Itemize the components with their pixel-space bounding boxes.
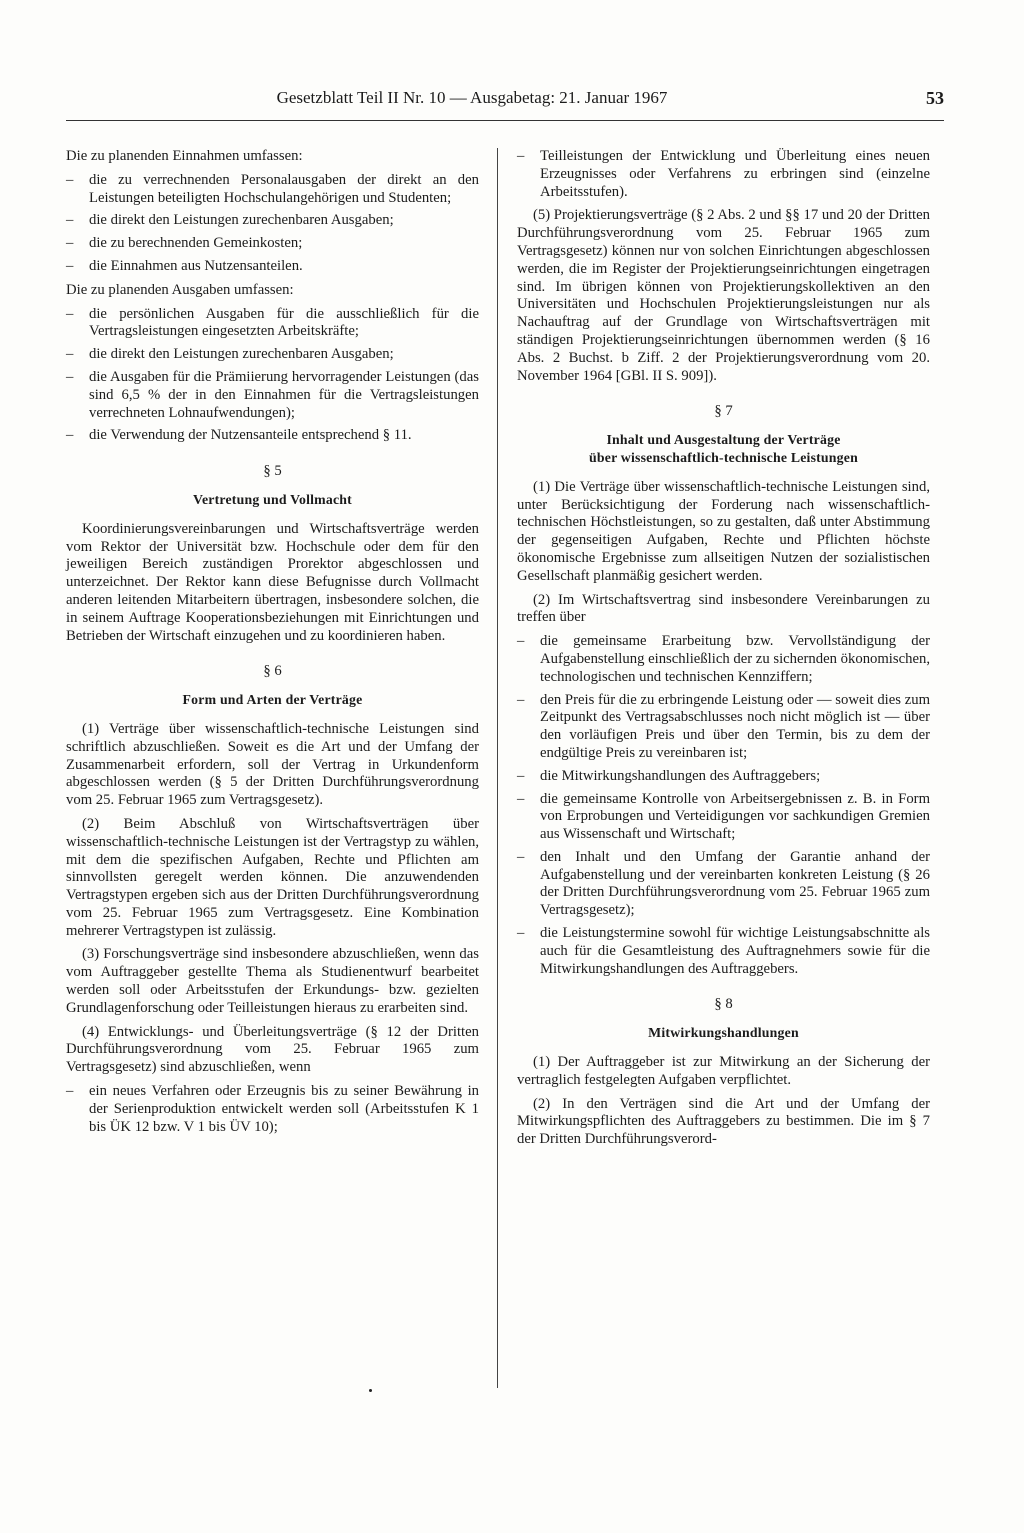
header-rule — [66, 120, 944, 121]
income-list — [66, 172, 479, 276]
section-8-paragraph-2: (2) In den Verträgen sind die Art und der Umfang der Mitwirkungspflichten des Auftraggebers zu bestimmen. Die im § 7 der Dritten Durchführungsverord- — [517, 1095, 930, 1148]
page-number: 53 — [926, 88, 944, 108]
list-item: – die Verwendung der Nutzensanteile entsprechend § 11. — [66, 427, 479, 445]
section-5-title: Vertretung und Vollmacht — [193, 491, 352, 507]
right-column — [517, 148, 930, 1155]
expenses-intro: Die zu planenden Ausgaben umfassen: — [66, 281, 294, 298]
list-item: – die gemeinsame Erarbeitung bzw. Vervollständigung der Aufgabenstellung einschließlich der zu sichernden ökonomischen, technologischen und technischen Kennziffern; — [517, 633, 930, 686]
print-speck — [369, 1389, 372, 1392]
income-intro: Die zu planenden Einnahmen umfassen: — [66, 148, 303, 164]
section-5-number: § 5 — [263, 463, 282, 480]
list-item: – die direkt den Leistungen zurechenbaren Ausgaben; — [66, 212, 479, 230]
section-6-paragraph-4-list — [66, 1083, 479, 1136]
section-7-title-line-2: über wissenschaftlich-technische Leistungen — [589, 449, 858, 465]
list-item: – die gemeinsame Kontrolle von Arbeitsergebnissen z. B. in Form von Erprobungen und Verteidigungen vor sachkundigen Gremien aus Wissenschaft und Wirtschaft; — [517, 791, 930, 844]
section-7-list — [517, 633, 930, 978]
section-6-paragraph-2: (2) Beim Abschluß von Wirtschaftsverträgen über wissenschaftlich-technische Leistungen ist der Vertragstyp zu wählen, mit dem die spezifischen Aufgaben, Rechte und Pflichten am sinnvollsten geregelt werden können. Die anzuwendenden Vertragstypen ergeben sich aus der Dritten Durchführungsverordnung vom 25. Februar 1965 zum Vertragsgesetz. Eine Kombination mehrerer Vertragstypen ist zulässig. — [66, 815, 479, 939]
section-6-paragraph-5: (5) Projektierungsverträge (§ 2 Abs. 2 und §§ 17 und 20 der Dritten Durchführungsverordnung vom 25. Februar 1965 zum Vertragsgesetz) können nur von solchen Einrichtungen abgeschlossen werden, die im Register der Projektierungseinrichtungen eingetragen sind. Im übrigen können von Projektierungskollektiven an den Universitäten und Hochschulen Projektierungsleistungen nur als Nachauftrag auf der Grundlage von Wirtschaftsverträgen mit ständigen Projektierungseinrichtungen übernommen werden (§ 16 Abs. 2 Buchst. b Ziff. 2 der Projektierungsverordnung vom 20. November 1964 [GBl. II S. 909]). — [517, 207, 930, 384]
list-item: – die Leistungstermine sowohl für wichtige Leistungsabschnitte als auch für die Gesamtleistung des Auftragnehmers sowie für die Mitwirkungshandlungen des Auftraggebers. — [517, 925, 930, 978]
list-item: – ein neues Verfahren oder Erzeugnis bis zu seiner Bewährung in der Serienproduktion entwickelt werden soll (Arbeitsstufen K 1 bis ÜK 12 bzw. V 1 bis ÜV 10); — [66, 1083, 479, 1136]
list-item: – die persönlichen Ausgaben für die ausschließlich für die Vertragsleistungen eingesetzten Arbeitskräfte; — [66, 306, 479, 342]
continued-list — [517, 148, 930, 201]
list-item: – die Einnahmen aus Nutzensanteilen. — [66, 258, 479, 276]
section-6-paragraph-4: (4) Entwicklungs- und Überleitungsverträge (§ 12 der Dritten Durchführungsverordnung vom 25. Februar 1965 zum Vertragsgesetz) sind abzuschließen, wenn — [66, 1023, 479, 1076]
list-item: – die zu verrechnenden Personalausgaben der direkt an den Leistungen beteiligten Hochschulangehörigen und Studenten; — [66, 172, 479, 208]
section-7-number: § 7 — [714, 403, 733, 420]
list-item: – die Mitwirkungshandlungen des Auftraggebers; — [517, 768, 930, 786]
section-8-number: § 8 — [714, 996, 733, 1013]
page-header — [66, 88, 944, 118]
section-7-title — [517, 431, 930, 467]
list-item: – den Preis für die zu erbringende Leistung oder — soweit dies zum Zeitpunkt des Vertragsabschlusses noch nicht möglich ist — über den vorläufigen Preis und über den Termin, bis zu dem der endgültige Preis zu vereinbaren ist; — [517, 692, 930, 763]
section-8-title: Mitwirkungshandlungen — [648, 1025, 799, 1041]
list-item: – die zu berechnenden Gemeinkosten; — [66, 235, 479, 253]
list-item: – Teilleistungen der Entwicklung und Überleitung eines neuen Erzeugnisses oder Verfahrens zu erbringen sind (einzelne Arbeitsstufen). — [517, 148, 930, 201]
section-7-title-line-1: Inhalt und Ausgestaltung der Verträge — [606, 432, 841, 448]
list-item: – die direkt den Leistungen zurechenbaren Ausgaben; — [66, 346, 479, 364]
section-6-paragraph-3: (3) Forschungsverträge sind insbesondere abzuschließen, wenn das vom Auftraggeber gestellte Thema als Studienentwurf bearbeitet werden soll oder Arbeitsstufen der Erkundungs- bzw. gezielten Grundlagenforschung oder Teilleistungen hieraus zu erarbeiten sind. — [66, 946, 479, 1016]
column-divider — [497, 148, 498, 1388]
gazette-title: Gesetzblatt Teil II Nr. 10 — Ausgabetag: 21. Januar 1967 — [276, 88, 668, 107]
expenses-list — [66, 306, 479, 446]
list-item: – die Ausgaben für die Prämiierung hervorragender Leistungen (das sind 6,5 % der in den Einnahmen für die Vertragsleistungen verrechneten Lohnaufwendungen); — [66, 369, 479, 422]
list-item: – den Inhalt und den Umfang der Garantie anhand der Aufgabenstellung und der vereinbarten konkreten Leistung (§ 26 der Dritten Durchführungsverordnung vom 25. Februar 1965 zum Vertragsgesetz); — [517, 849, 930, 920]
section-8-paragraph-1: (1) Der Auftraggeber ist zur Mitwirkung an der Sicherung der vertraglich festgelegten Aufgaben verpflichtet. — [517, 1054, 930, 1088]
section-6-number: § 6 — [263, 663, 282, 680]
left-column — [66, 148, 479, 1142]
section-6-paragraph-1: (1) Verträge über wissenschaftlich-technische Leistungen sind schriftlich abzuschließen. Soweit es die Art und der Umfang der Zusammenarbeit erfordern, soll der Vertrag in Urkundenform abgeschlossen werden (§ 5 der Dritten Durchführungsverordnung vom 25. Februar 1965 zum Vertragsgesetz). — [66, 720, 479, 809]
section-5-text: Koordinierungsvereinbarungen und Wirtschaftsverträge werden vom Rektor der Universität bzw. Hochschule oder dem für den jeweiligen Bereich zuständigen Prorektor abgeschlossen und unterzeichnet. Der Rektor kann diese Befugnisse durch Vollmacht anderen leitenden Mitarbeitern übertragen, insbesondere solchen, die in seinem Auftrage Kooperationsbeziehungen mit Einrichtungen und Betrieben der Wirtschaft einzugehen und zu koordinieren haben. — [66, 520, 479, 644]
section-7-paragraph-1: (1) Die Verträge über wissenschaftlich-technische Leistungen sind, unter Berücksichtigung der Forderung nach wissenschaftlich-technischen Höchstleistungen, so zu gestalten, daß unter Abstimmung der gegenseitigen Aufgaben, Rechte und Pflichten höchste ökonomische Ergebnisse zum allseitigen Nutzen der sozialistischen Gesellschaft planmäßig gesichert werden. — [517, 478, 930, 584]
section-6-title: Form und Arten der Verträge — [182, 692, 363, 708]
section-7-paragraph-2: (2) Im Wirtschaftsvertrag sind insbesondere Vereinbarungen zu treffen über — [517, 591, 930, 626]
